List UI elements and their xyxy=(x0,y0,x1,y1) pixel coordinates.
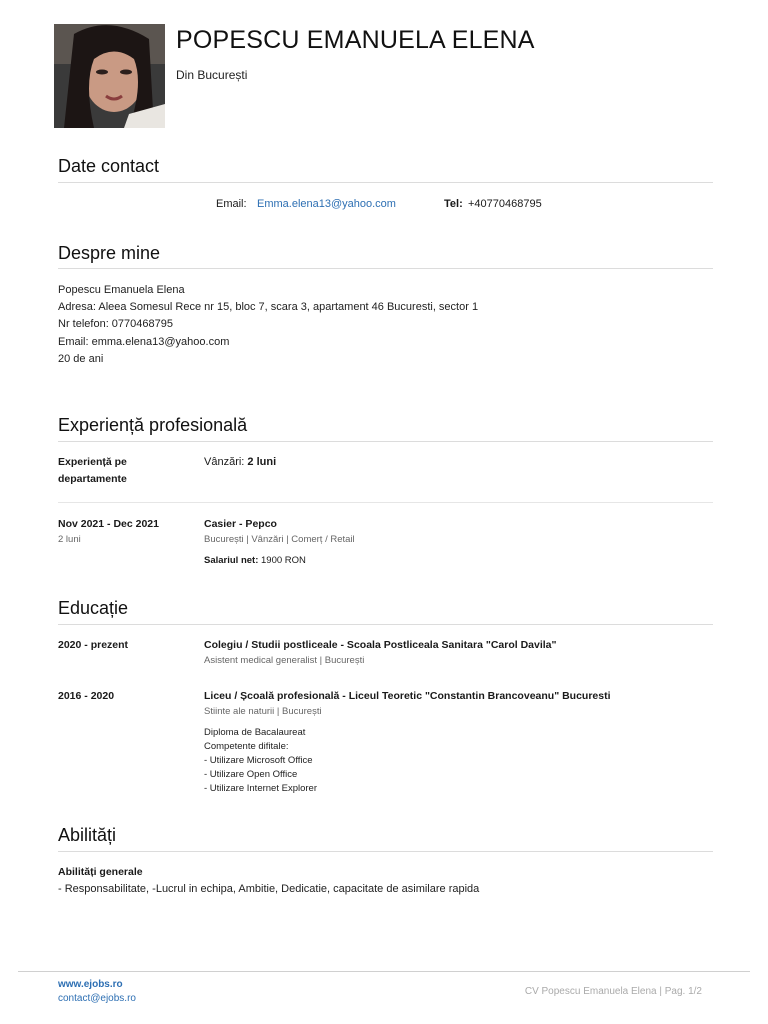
salary-value: 1900 RON xyxy=(261,555,306,566)
about-line: Adresa: Aleea Somesul Rece nr 15, bloc 7, scara 3, apartament 46 Bucuresti, sector 1 xyxy=(58,301,479,314)
divider xyxy=(58,502,713,503)
about-text xyxy=(58,282,478,368)
about-line: Nr telefon: 0770468795 xyxy=(58,318,173,331)
tel-value: +40770468795 xyxy=(468,198,542,210)
about-line: Email: emma.elena13@yahoo.com xyxy=(58,335,230,348)
edu-title: Liceu / Școală profesională - Liceul Teoretic "Constantin Brancoveanu" Bucuresti xyxy=(204,690,611,702)
dept-duration: 2 luni xyxy=(247,456,277,468)
dept-label-line: departamente xyxy=(58,473,127,485)
dept-name: Vânzări: xyxy=(204,456,245,468)
edu-title: Colegiu / Studii postliceale - Scoala Postliceala Sanitara "Carol Davila" xyxy=(204,639,557,651)
section-title-about: Despre mine xyxy=(58,243,161,263)
section-title-education: Educație xyxy=(58,598,129,618)
footer-page-info: CV Popescu Emanuela Elena | Pag. 1/2 xyxy=(524,986,702,997)
tel-label: Tel: xyxy=(444,198,463,210)
footer-email-link[interactable]: contact@ejobs.ro xyxy=(58,993,136,1004)
dept-label-line: Experiență pe xyxy=(58,456,127,468)
divider xyxy=(58,851,713,852)
section-title-skills: Abilități xyxy=(58,825,117,845)
edu-detail-line: - Utilizare Microsoft Office xyxy=(204,755,313,766)
email-link[interactable]: Emma.elena13@yahoo.com xyxy=(257,198,396,210)
edu-detail-line: - Utilizare Open Office xyxy=(204,769,298,780)
dept-label xyxy=(58,454,127,488)
divider xyxy=(58,624,713,625)
edu-meta: Asistent medical generalist | București xyxy=(204,655,365,666)
candidate-name: POPESCU EMANUELA ELENA xyxy=(176,26,535,54)
edu-detail-line: - Utilizare Internet Explorer xyxy=(204,783,317,794)
salary-label: Salariul net: xyxy=(204,555,259,566)
email-label: Email: xyxy=(216,198,247,210)
section-title-experience: Experiență profesională xyxy=(58,415,248,435)
footer-site-link[interactable]: www.ejobs.ro xyxy=(58,979,123,990)
job-salary xyxy=(204,555,306,566)
section-title-contact: Date contact xyxy=(58,156,160,176)
edu-detail-line: Competente difitale: xyxy=(204,741,289,752)
edu-details xyxy=(204,726,317,796)
edu-detail-line: Diploma de Bacalaureat xyxy=(204,727,306,738)
candidate-location: Din București xyxy=(176,68,248,82)
job-meta: București | Vânzări | Comerț / Retail xyxy=(204,534,355,545)
job-length: 2 luni xyxy=(58,534,81,545)
edu-period: 2016 - 2020 xyxy=(58,690,115,702)
job-title: Casier - Pepco xyxy=(204,518,277,530)
divider xyxy=(58,268,713,269)
dept-value xyxy=(204,456,276,468)
about-line: 20 de ani xyxy=(58,352,104,365)
divider xyxy=(58,441,713,442)
edu-period: 2020 - prezent xyxy=(58,639,129,651)
footer-divider xyxy=(18,971,750,972)
divider xyxy=(58,182,713,183)
about-line: Popescu Emanuela Elena xyxy=(58,284,185,296)
skills-text: - Responsabilitate, -Lucrul in echipa, Ambitie, Dedicatie, capacitate de asimilare rapida xyxy=(58,883,480,895)
skills-heading: Abilități generale xyxy=(58,866,143,878)
job-period: Nov 2021 - Dec 2021 xyxy=(58,518,159,530)
profile-photo xyxy=(54,24,165,128)
edu-meta: Stiinte ale naturii | București xyxy=(204,706,322,717)
